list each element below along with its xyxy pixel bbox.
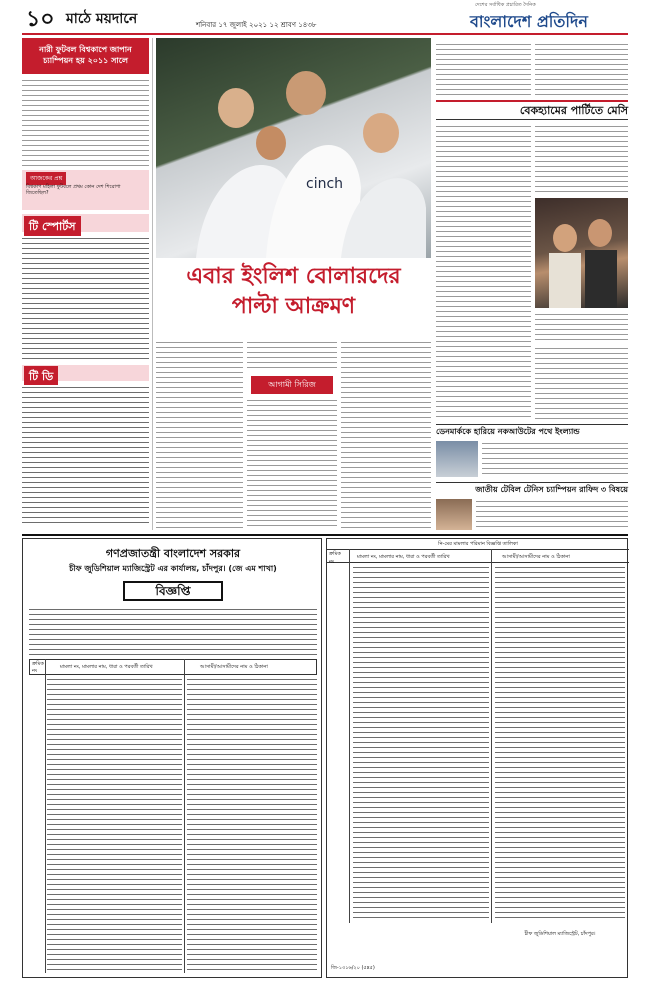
right-col-case: মামলা নং, মামলার নাম, ধারা ও পরবর্তী তারিখ <box>357 554 450 560</box>
main-body-col2-bottom <box>247 398 337 528</box>
notice-table-header <box>29 659 317 675</box>
left-column <box>22 38 149 530</box>
main-body-col1 <box>156 340 243 528</box>
right-photo-caption <box>535 312 628 342</box>
quiz-box <box>22 170 149 210</box>
tv-title-bar-2 <box>22 365 149 381</box>
notice-right-header <box>327 549 629 563</box>
page-header <box>0 0 650 36</box>
notice-right-title: নি-মের মামলার পরিমান বিজ্ঞপ্তি তালিকা <box>438 541 518 547</box>
court-notice-left <box>22 538 322 978</box>
notice-intro-text <box>29 607 317 655</box>
right-col-no: ক্রমিক নং <box>329 551 341 565</box>
notice-signature: চীফ জুডিশিয়াল ম্যাজিস্ট্রেট, চাঁদপুর। <box>524 931 596 937</box>
right-body-col2 <box>535 42 628 98</box>
tv-schedule-1 <box>22 236 149 361</box>
right-headline: বেকহ্যামের পার্টিতে মেসি <box>519 104 628 117</box>
tv-schedule-2 <box>22 385 149 525</box>
table-tennis-body <box>476 499 628 530</box>
tv-title-bar <box>22 214 149 232</box>
main-sub-label: আগামী সিরিজ <box>251 376 333 394</box>
col-case: মামলা নং, মামলার নাম, ধারা ও পরবর্তী তারিখ <box>60 664 153 670</box>
main-headline <box>156 262 431 334</box>
main-headline-line2: পাল্টা আক্রমণ <box>231 294 356 319</box>
col-no: ক্রমিক নং <box>32 661 44 674</box>
notice-reference: জি-১৩১৬/২০ (৫x৫) <box>331 965 375 971</box>
right-body-col-a <box>436 124 531 420</box>
court-notice-right <box>326 538 628 978</box>
notice-rows-accused <box>187 677 317 973</box>
right-headline-bar <box>436 100 628 120</box>
main-body-col3 <box>341 340 431 528</box>
right-body-col-b <box>535 124 628 194</box>
tv-title-2: টি ডি <box>24 366 58 389</box>
notice-rows-case <box>47 677 182 973</box>
masthead-tagline: দেশের সর্বাধিক প্রচারিত দৈনিক <box>475 2 536 8</box>
page-number: ১০ <box>26 7 55 32</box>
right-body-col1 <box>436 42 531 98</box>
right-lower-headline: ডেনমার্ককে হারিয়ে নকআউটের পথে ইংল্যান্ড <box>436 424 628 438</box>
col-accused: আসামী/আসামীদের নাম ও ঠিকানা <box>200 664 268 670</box>
england-photo <box>436 441 478 477</box>
notice-right-accused <box>495 565 625 921</box>
table-tennis-headline: জাতীয় টেবিল টেনিস চ্যাম্পিয়ন রাফিদ ৩ বিষয়ে <box>436 482 628 496</box>
notice-right-case <box>353 565 489 921</box>
beckham-photo <box>535 198 628 308</box>
svg-text:cinch: cinch <box>306 176 344 192</box>
tv-title: টি স্পোর্টস <box>24 216 81 239</box>
notice-title: বিজ্ঞপ্তি <box>123 581 223 601</box>
main-photo <box>156 38 431 258</box>
quiz-title: আজকের প্রশ্ন <box>26 172 66 185</box>
right-body-col-b2 <box>535 346 628 420</box>
main-headline-line1: এবার ইংলিশ বোলারদের <box>186 264 401 289</box>
cricketers-illustration <box>156 38 431 258</box>
issue-date: শনিবার ১৭ জুলাই ২০২১ ১২ শ্রাবণ ১৪৩৮ <box>196 21 317 29</box>
masthead-logo: বাংলাদেশ প্রতিদিন <box>470 12 588 31</box>
right-col-accused: আসামী/আসামীদের নাম ও ঠিকানা <box>502 554 570 560</box>
left-body-text <box>22 78 149 166</box>
main-body-col2-wrap <box>247 340 337 528</box>
notice-office: চীফ জুডিশিয়াল ম্যাজিস্ট্রেট এর কার্যালয়, চাঁদপুর। (জে এম শাখা) <box>69 564 277 573</box>
notice-gov-title: গণপ্রজাতন্ত্রী বাংলাদেশ সরকার <box>105 547 241 560</box>
section-title: মাঠে ময়দানে <box>66 11 138 27</box>
main-body-col2-top <box>247 340 337 372</box>
table-tennis-photo <box>436 499 472 530</box>
left-headline: নারী ফুটবল বিশ্বকাপে জাপান চ্যাম্পিয়ন হয় ২০১১ সালে <box>22 38 149 74</box>
quiz-question: বিশ্বকাপ মহিলা ফুটবলে প্রথম কোন দেশ শিরোপা জিতেছিল? <box>26 184 121 196</box>
right-lower-body <box>482 441 628 477</box>
